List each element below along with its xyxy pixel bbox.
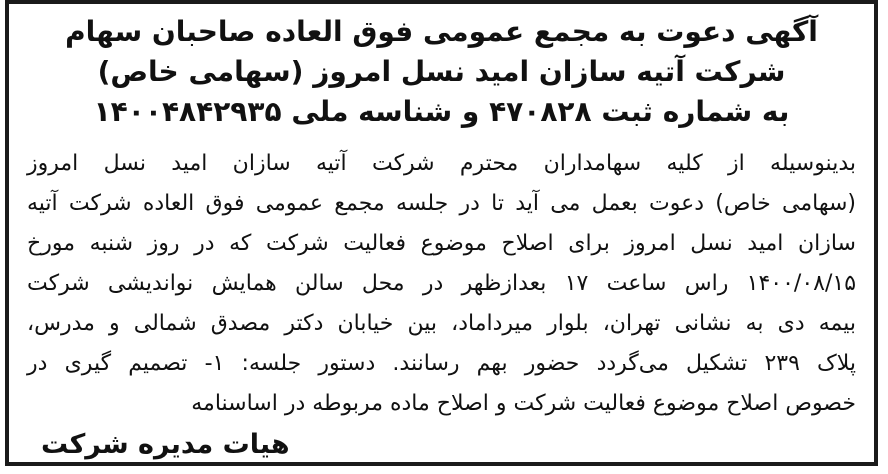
notice-body xyxy=(27,144,856,424)
notice-content xyxy=(9,4,874,462)
signature: هیات مدیره شرکت xyxy=(41,429,290,460)
body-line-7: خصوص اصلاح موضوع فعالیت شرکت و اصلاح ماده مربوطه در اساسنامه xyxy=(191,391,856,416)
body-line-2: (سهامی خاص) دعوت بعمل می آید تا در جلسه مجمع عمومی فوق العاده شرکت آتیه xyxy=(27,191,856,216)
registration-line: به شماره ثبت ۴۷۰۸۲۸ و شناسه ملی ۱۴۰۰۴۸۴۲۹۳۵ xyxy=(93,95,790,128)
notice-title: آگهی دعوت به مجمع عمومی فوق العاده صاحبان سهام xyxy=(65,15,818,48)
body-line-1: بدینوسیله از کلیه سهامداران محترم شرکت آتیه سازان امید نسل امروز xyxy=(27,151,856,176)
body-line-5: بیمه دی به نشانی تهران، بلوار میرداماد، بین خیابان دکتر مصدق شمالی و مدرس، xyxy=(27,311,856,336)
notice-border-frame xyxy=(5,0,878,466)
body-line-4: ۱۴۰۰/۰۸/۱۵ راس ساعت ۱۷ بعدازظهر در محل سالن همایش نواندیشی شرکت xyxy=(27,271,857,296)
body-line-6: پلاک ۲۳۹ تشکیل می‌گردد حضور بهم رسانند. دستور جلسه: ۱- تصمیم گیری در xyxy=(27,351,856,376)
notice-header xyxy=(27,12,856,132)
body-line-3: سازان امید نسل امروز برای اصلاح موضوع فعالیت شرکت که در روز شنبه مورخ xyxy=(27,231,856,256)
company-name: شرکت آتیه سازان امید نسل امروز (سهامی خاص) xyxy=(97,55,786,88)
